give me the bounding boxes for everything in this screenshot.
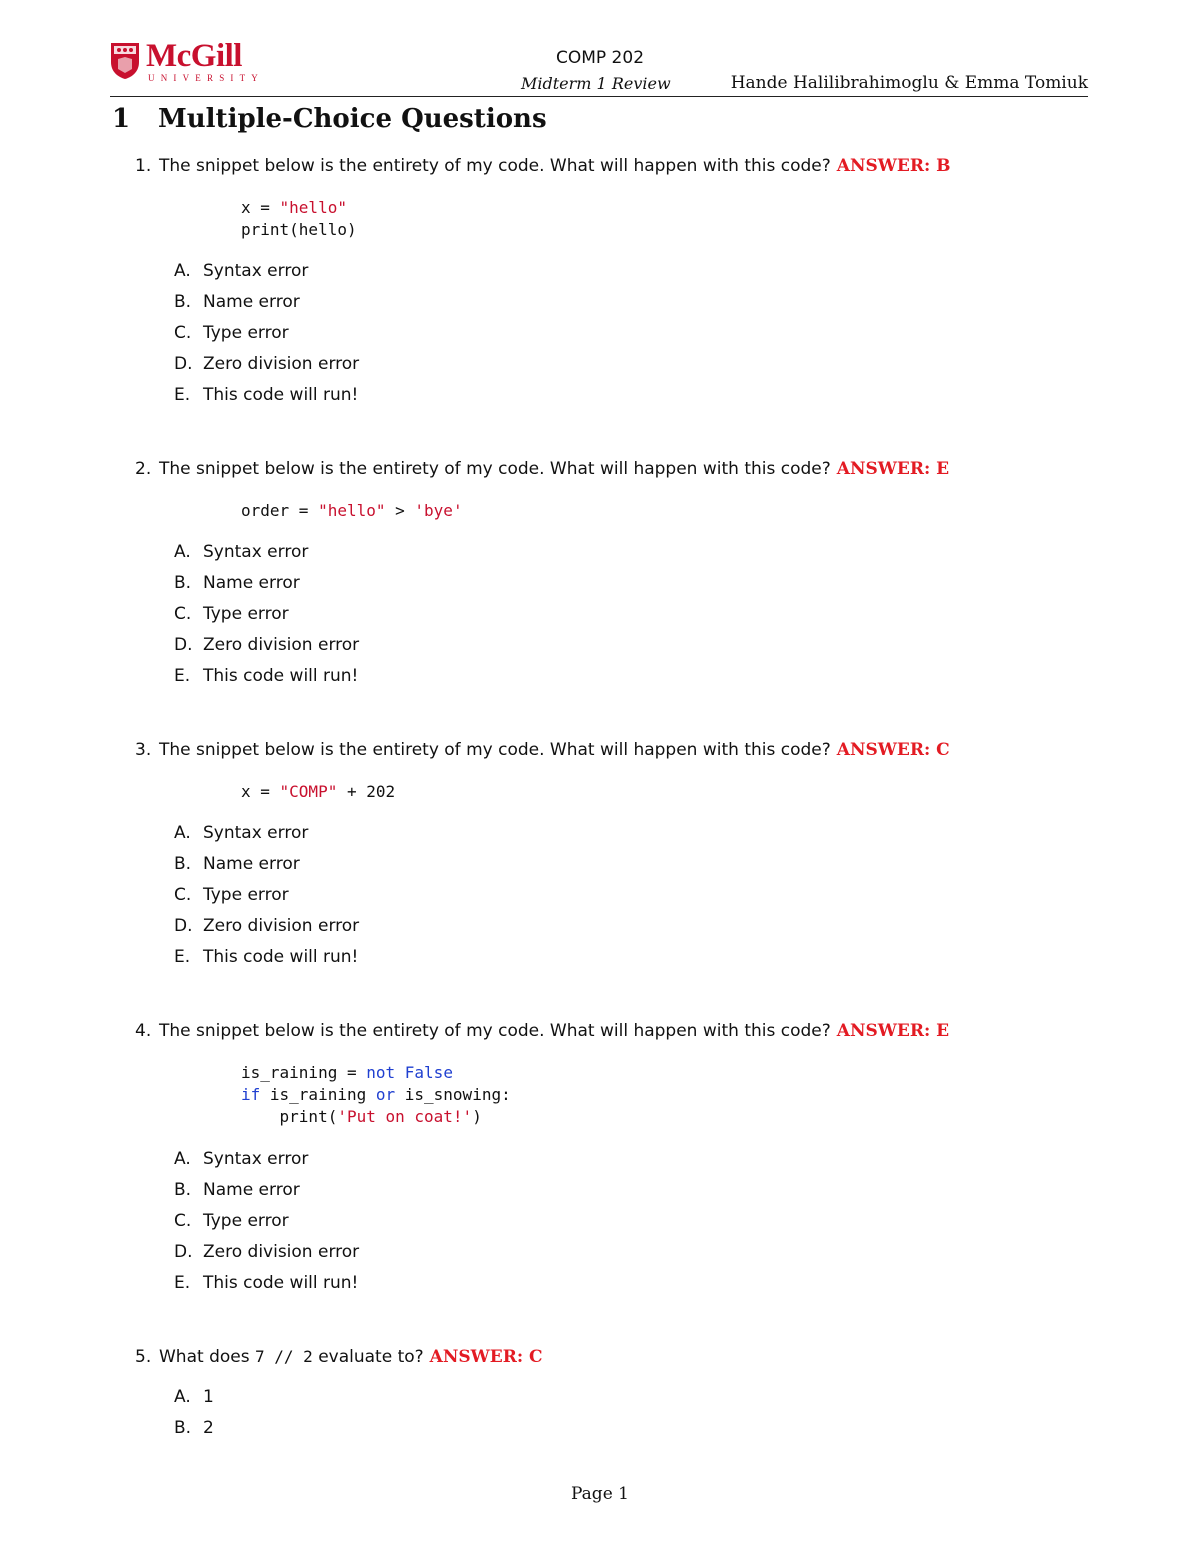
option-e[interactable] <box>174 380 359 411</box>
option-c[interactable] <box>174 880 359 911</box>
question-4 <box>135 1021 949 1041</box>
option-text: Zero division error <box>203 916 360 936</box>
question-prompt: The snippet below is the entirety of my code. What will happen with this code? <box>159 1021 831 1041</box>
code-text: is_raining = <box>241 1063 367 1082</box>
code-string: "hello" <box>318 501 386 520</box>
option-a[interactable] <box>174 1144 359 1175</box>
code-text: order = <box>241 501 319 520</box>
code-text: > <box>385 501 415 520</box>
code-line <box>241 197 357 219</box>
option-text: Zero division error <box>203 635 360 655</box>
code-keyword: if <box>241 1085 261 1104</box>
option-text: Syntax error <box>203 1149 309 1169</box>
options-2 <box>174 537 359 692</box>
code-keyword: False <box>404 1063 453 1082</box>
question-number: 2. <box>135 459 152 479</box>
question-2 <box>135 459 949 479</box>
logo-subtitle: UNIVERSITY <box>148 73 264 83</box>
answer-label: ANSWER: C <box>429 1347 543 1367</box>
option-a[interactable] <box>174 1382 214 1413</box>
code-snippet-1 <box>241 197 357 241</box>
option-d[interactable] <box>174 349 359 380</box>
header-rule <box>110 96 1088 97</box>
option-letter: D. <box>174 916 193 936</box>
options-5 <box>174 1382 214 1444</box>
option-d[interactable] <box>174 1237 359 1268</box>
code-text: x = <box>241 782 280 801</box>
question-prompt: evaluate to? <box>318 1347 424 1367</box>
answer-label: ANSWER: E <box>836 1021 950 1041</box>
page-number: Page 1 <box>571 1484 629 1504</box>
code-line <box>241 219 357 241</box>
logo-wordmark: McGill <box>146 38 242 74</box>
code-text: is_snowing: <box>395 1085 511 1104</box>
option-b[interactable] <box>174 1175 359 1206</box>
option-letter: E. <box>174 947 191 967</box>
code-string: 'bye' <box>414 501 463 520</box>
question-3 <box>135 740 950 760</box>
question-1 <box>135 156 951 176</box>
option-c[interactable] <box>174 1206 359 1237</box>
option-text: This code will run! <box>203 385 359 405</box>
code-text: is_raining <box>260 1085 376 1104</box>
question-number: 1. <box>135 156 152 176</box>
code-line <box>241 1084 511 1106</box>
code-line <box>241 1062 511 1084</box>
code-string: "hello" <box>279 198 347 217</box>
section-number: 1 <box>112 104 131 134</box>
code-string: "COMP" <box>279 782 338 801</box>
option-text: Type error <box>203 604 289 624</box>
option-letter: E. <box>174 1273 191 1293</box>
option-b[interactable] <box>174 849 359 880</box>
option-text: Type error <box>203 1211 289 1231</box>
option-text: 2 <box>203 1418 214 1438</box>
code-line <box>241 781 395 803</box>
option-letter: D. <box>174 635 193 655</box>
option-letter: D. <box>174 354 193 374</box>
code-text: print( <box>241 1107 338 1126</box>
option-text: Syntax error <box>203 823 309 843</box>
code-text <box>395 1063 405 1082</box>
question-prompt: The snippet below is the entirety of my code. What will happen with this code? <box>159 156 831 176</box>
option-letter: A. <box>174 1149 191 1169</box>
option-text: This code will run! <box>203 1273 359 1293</box>
code-text: print(hello) <box>241 220 357 239</box>
option-d[interactable] <box>174 911 359 942</box>
option-d[interactable] <box>174 630 359 661</box>
option-text: Zero division error <box>203 1242 360 1262</box>
option-text: This code will run! <box>203 947 359 967</box>
code-keyword: not <box>366 1063 396 1082</box>
option-text: Syntax error <box>203 261 309 281</box>
code-string: 'Put on coat!' <box>337 1107 473 1126</box>
question-number: 5. <box>135 1347 152 1367</box>
code-snippet-2 <box>241 500 463 522</box>
option-letter: B. <box>174 1180 192 1200</box>
mcgill-shield-icon <box>110 42 140 80</box>
course-code: COMP 202 <box>555 48 645 68</box>
code-line <box>241 500 463 522</box>
question-prompt: The snippet below is the entirety of my code. What will happen with this code? <box>159 740 831 760</box>
option-e[interactable] <box>174 1268 359 1299</box>
question-number: 3. <box>135 740 152 760</box>
option-text: Name error <box>203 854 300 874</box>
code-snippet-4 <box>241 1062 511 1128</box>
option-text: Zero division error <box>203 354 360 374</box>
code-line <box>241 1106 511 1128</box>
option-a[interactable] <box>174 818 359 849</box>
inline-code: 7 // 2 <box>254 1347 313 1366</box>
option-letter: A. <box>174 261 191 281</box>
authors: Hande Halilibrahimoglu & Emma Tomiuk <box>730 73 1088 93</box>
section-heading <box>112 104 547 134</box>
option-a[interactable] <box>174 537 359 568</box>
option-letter: C. <box>174 885 192 905</box>
option-letter: A. <box>174 1387 191 1407</box>
option-c[interactable] <box>174 599 359 630</box>
section-title: Multiple-Choice Questions <box>158 104 547 134</box>
option-letter: D. <box>174 1242 193 1262</box>
option-letter: B. <box>174 1418 192 1438</box>
exam-title: Midterm 1 Review <box>521 74 671 93</box>
option-b[interactable] <box>174 287 359 318</box>
answer-label: ANSWER: B <box>836 156 951 176</box>
option-e[interactable] <box>174 661 359 692</box>
option-text: Type error <box>203 885 289 905</box>
option-letter: B. <box>174 854 192 874</box>
option-letter: C. <box>174 323 192 343</box>
option-text: Name error <box>203 573 300 593</box>
option-a[interactable] <box>174 256 359 287</box>
question-prompt: The snippet below is the entirety of my code. What will happen with this code? <box>159 459 831 479</box>
option-letter: B. <box>174 292 192 312</box>
option-letter: A. <box>174 823 191 843</box>
options-4 <box>174 1144 359 1299</box>
option-b[interactable] <box>174 568 359 599</box>
option-letter: C. <box>174 604 192 624</box>
option-text: Syntax error <box>203 542 309 562</box>
option-e[interactable] <box>174 942 359 973</box>
option-b[interactable] <box>174 1413 214 1444</box>
option-text: Name error <box>203 1180 300 1200</box>
question-5 <box>135 1347 543 1367</box>
option-text: Name error <box>203 292 300 312</box>
question-prompt: What does <box>159 1347 250 1367</box>
code-text: ) <box>472 1107 482 1126</box>
code-text: x = <box>241 198 280 217</box>
options-3 <box>174 818 359 973</box>
option-text: Type error <box>203 323 289 343</box>
question-number: 4. <box>135 1021 152 1041</box>
code-text: + 202 <box>337 782 396 801</box>
code-keyword: or <box>375 1085 396 1104</box>
option-text: This code will run! <box>203 666 359 686</box>
option-letter: E. <box>174 666 191 686</box>
answer-label: ANSWER: C <box>836 740 950 760</box>
option-text: 1 <box>203 1387 214 1407</box>
code-snippet-3 <box>241 781 395 803</box>
options-1 <box>174 256 359 411</box>
option-letter: A. <box>174 542 191 562</box>
answer-label: ANSWER: E <box>836 459 950 479</box>
mcgill-logo <box>110 38 264 86</box>
option-letter: C. <box>174 1211 192 1231</box>
option-letter: B. <box>174 573 192 593</box>
option-letter: E. <box>174 385 191 405</box>
option-c[interactable] <box>174 318 359 349</box>
